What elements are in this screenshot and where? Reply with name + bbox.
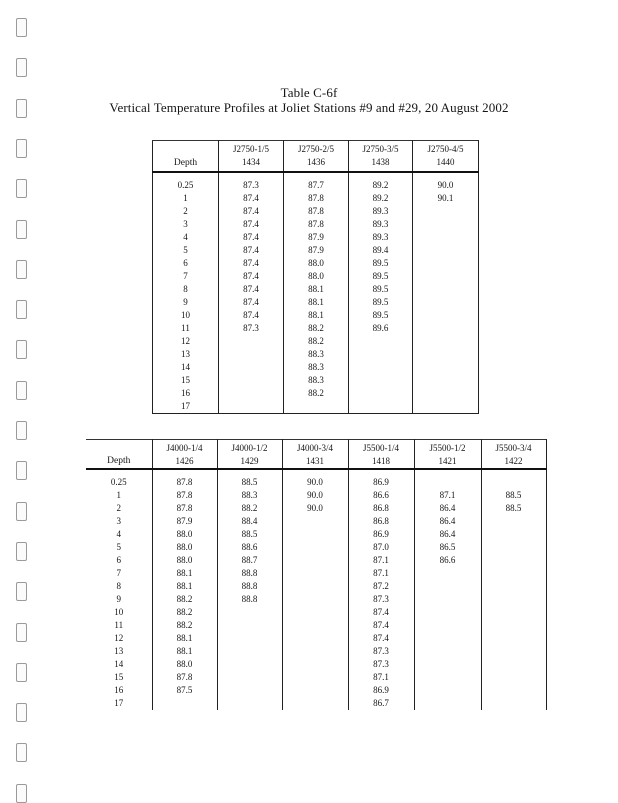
temperature-cell: 88.5 [217,476,282,489]
temperature-cell: 87.8 [152,502,217,515]
table-row [153,205,479,218]
spacer-row [153,172,479,179]
binder-hole [16,502,27,521]
temperature-cell: 88.1 [152,580,217,593]
depth-cell: 11 [86,619,152,632]
depth-header: Depth [86,440,152,470]
column-header: J5500-1/2 1421 [414,440,481,470]
depth-cell: 15 [86,671,152,684]
binder-hole [16,179,27,198]
temperature-cell: 90.0 [282,476,348,489]
depth-cell: 1 [153,192,219,205]
column-header: J2750-3/5 1438 [349,141,413,173]
temperature-cell [152,697,217,710]
column-header: J5500-1/4 1418 [348,440,414,470]
temperature-cell [217,684,282,697]
table-row [153,231,479,244]
temperature-cell: 88.1 [152,632,217,645]
binder-hole [16,421,27,440]
temperature-cell [413,244,479,257]
column-header: J4000-1/2 1429 [217,440,282,470]
depth-cell: 14 [86,658,152,671]
temperature-cell: 88.2 [284,387,349,400]
temperature-cell: 87.1 [348,671,414,684]
temperature-cell [481,645,546,658]
table-row [86,684,546,697]
temperature-cell: 88.5 [481,502,546,515]
table-row [86,476,546,489]
temperature-cell [481,619,546,632]
table-row [86,645,546,658]
temperature-cell: 89.3 [349,218,413,231]
temperature-cell: 88.3 [284,374,349,387]
temperature-cell [414,619,481,632]
depth-cell: 2 [153,205,219,218]
temperature-cell [282,593,348,606]
table-row [86,632,546,645]
binder-holes [16,0,30,800]
temperature-cell: 86.8 [348,502,414,515]
temperature-cell [413,296,479,309]
temperature-cell: 88.3 [284,348,349,361]
temperature-cell: 89.6 [349,322,413,335]
temperature-cell [413,335,479,348]
temperature-cell [481,658,546,671]
table-row [86,593,546,606]
depth-cell: 10 [86,606,152,619]
temperature-cell [282,541,348,554]
temperature-cell [219,400,284,414]
temperature-cell [413,322,479,335]
temperature-cell [282,684,348,697]
temperature-cell [481,515,546,528]
temperature-table-upper [152,140,479,414]
temperature-cell [217,632,282,645]
temperature-cell [414,697,481,710]
temperature-cell: 87.8 [284,218,349,231]
temperature-cell [217,606,282,619]
binder-hole [16,58,27,77]
temperature-cell: 87.4 [348,632,414,645]
depth-cell: 4 [86,528,152,541]
temperature-cell [217,658,282,671]
table-row [86,502,546,515]
binder-hole [16,139,27,158]
temperature-cell: 87.3 [219,179,284,192]
temperature-cell [217,619,282,632]
depth-cell: 13 [153,348,219,361]
temperature-cell: 88.0 [284,257,349,270]
temperature-cell: 86.9 [348,684,414,697]
temperature-cell: 88.1 [284,296,349,309]
temperature-cell: 89.2 [349,179,413,192]
temperature-cell: 88.7 [217,554,282,567]
temperature-cell [414,671,481,684]
temperature-cell: 87.1 [348,567,414,580]
depth-cell: 14 [153,361,219,374]
temperature-cell [349,387,413,400]
temperature-cell: 89.4 [349,244,413,257]
table-row [86,515,546,528]
temperature-cell: 89.3 [349,231,413,244]
temperature-cell [414,645,481,658]
spacer-row [86,469,546,476]
temperature-cell [284,400,349,414]
temperature-cell [413,348,479,361]
binder-hole [16,18,27,37]
table-row [153,257,479,270]
temperature-cell: 87.4 [348,606,414,619]
temperature-cell: 87.4 [219,192,284,205]
temperature-cell: 88.2 [284,322,349,335]
table-row [86,489,546,502]
temperature-cell: 86.4 [414,502,481,515]
binder-hole [16,300,27,319]
temperature-cell: 87.9 [284,244,349,257]
depth-cell: 3 [153,218,219,231]
temperature-cell [481,554,546,567]
temperature-cell: 86.6 [414,554,481,567]
temperature-cell: 88.8 [217,580,282,593]
table-row [153,348,479,361]
temperature-cell [413,361,479,374]
table-title: Table C-6f [280,85,338,100]
depth-cell: 15 [153,374,219,387]
table-row [86,619,546,632]
depth-cell: 0.25 [153,179,219,192]
table-row [153,192,479,205]
temperature-cell: 90.0 [437,180,454,190]
temperature-cell: 88.1 [284,309,349,322]
table-row [86,697,546,710]
depth-cell: 10 [153,309,219,322]
column-header: J5500-3/4 1422 [481,440,546,470]
temperature-cell [481,632,546,645]
depth-cell: 12 [153,335,219,348]
temperature-cell: 87.8 [284,205,349,218]
temperature-cell: 88.8 [217,593,282,606]
temperature-cell [282,671,348,684]
temperature-cell: 90.0 [282,489,348,502]
depth-cell: 7 [86,567,152,580]
depth-cell: 12 [86,632,152,645]
temperature-cell: 89.3 [349,205,413,218]
temperature-cell [349,374,413,387]
temperature-cell: 89.2 [349,192,413,205]
temperature-cell: 86.5 [414,541,481,554]
temperature-cell: 87.0 [348,541,414,554]
table-row [153,283,479,296]
temperature-cell [414,580,481,593]
temperature-cell: 87.4 [219,218,284,231]
temperature-cell [414,632,481,645]
temperature-cell: 87.4 [219,309,284,322]
temperature-cell: 89.5 [349,257,413,270]
temperature-cell: 88.1 [152,645,217,658]
temperature-cell [282,645,348,658]
column-header: J2750-2/5 1436 [284,141,349,173]
table-row [86,606,546,619]
table-row [86,541,546,554]
temperature-cell [481,528,546,541]
temperature-cell [481,697,546,710]
table-row [86,528,546,541]
binder-hole [16,623,27,642]
temperature-cell: 87.4 [348,619,414,632]
temperature-cell [349,335,413,348]
depth-cell: 7 [153,270,219,283]
depth-cell: 2 [86,502,152,515]
depth-cell: 3 [86,515,152,528]
temperature-cell [217,671,282,684]
temperature-cell: 87.4 [219,257,284,270]
temperature-cell: 88.2 [217,502,282,515]
temperature-cell: 87.3 [348,645,414,658]
temperature-cell: 87.8 [152,476,217,489]
temperature-cell [413,374,479,387]
depth-cell: 6 [86,554,152,567]
binder-hole [16,703,27,722]
depth-header: Depth [153,141,219,173]
temperature-cell: 89.5 [349,270,413,283]
table-row [153,218,479,231]
binder-hole [16,381,27,400]
temperature-cell [282,567,348,580]
table-row [86,554,546,567]
temperature-cell [282,697,348,710]
binder-hole [16,340,27,359]
temperature-cell: 87.8 [284,192,349,205]
depth-cell: 9 [153,296,219,309]
temperature-cell [481,671,546,684]
temperature-cell: 87.4 [219,231,284,244]
table-row [153,400,479,414]
temperature-cell: 87.4 [219,270,284,283]
temperature-cell: 87.4 [219,205,284,218]
temperature-cell: 87.4 [219,296,284,309]
temperature-cell: 87.1 [348,554,414,567]
temperature-cell: 88.1 [284,283,349,296]
temperature-cell: 87.4 [219,244,284,257]
binder-hole [16,260,27,279]
depth-cell: 16 [153,387,219,400]
temperature-cell: 88.2 [152,593,217,606]
table-row [86,671,546,684]
temperature-cell: 87.3 [348,658,414,671]
table-row [153,361,479,374]
column-header: J2750-1/5 1434 [219,141,284,173]
temperature-cell [282,515,348,528]
temperature-cell [414,593,481,606]
table-row [153,335,479,348]
table-subtitle: Vertical Temperature Profiles at Joliet Stations #9 and #29, 20 August 2002 [109,100,509,115]
column-header: J4000-1/4 1426 [152,440,217,470]
temperature-cell [282,619,348,632]
temperature-cell: 87.4 [219,283,284,296]
temperature-cell: 86.9 [348,476,414,489]
temperature-table-lower [86,439,547,710]
temperature-cell: 88.0 [152,541,217,554]
temperature-cell [481,684,546,697]
temperature-cell [219,348,284,361]
temperature-cell [414,476,481,489]
temperature-cell: 86.7 [348,697,414,710]
temperature-cell [413,205,479,218]
temperature-cell [219,374,284,387]
depth-cell: 6 [153,257,219,270]
table-row [153,270,479,283]
table-row [153,387,479,400]
temperature-cell: 86.9 [348,528,414,541]
temperature-cell: 87.8 [152,489,217,502]
temperature-cell [219,387,284,400]
temperature-cell [413,387,479,400]
temperature-cell: 87.9 [284,231,349,244]
temperature-cell [282,580,348,593]
temperature-cell: 88.3 [217,489,282,502]
binder-hole [16,663,27,682]
temperature-cell [413,231,479,244]
temperature-cell: 87.9 [152,515,217,528]
temperature-cell [481,580,546,593]
depth-cell: 9 [86,593,152,606]
temperature-cell [413,400,479,414]
temperature-cell: 87.8 [152,671,217,684]
temperature-cell: 86.4 [414,528,481,541]
table-row [153,374,479,387]
table-row [86,580,546,593]
depth-cell: 17 [86,697,152,710]
temperature-cell [217,645,282,658]
table-row [153,244,479,257]
temperature-cell: 88.4 [217,515,282,528]
temperature-cell [481,567,546,580]
temperature-cell: 87.3 [219,322,284,335]
temperature-cell [414,606,481,619]
temperature-cell: 87.7 [284,179,349,192]
depth-cell: 11 [153,322,219,335]
temperature-cell [413,309,479,322]
temperature-cell: 88.0 [152,528,217,541]
depth-cell: 8 [153,283,219,296]
temperature-cell: 86.6 [348,489,414,502]
depth-cell: 8 [86,580,152,593]
depth-cell: 13 [86,645,152,658]
temperature-cell: 88.1 [152,567,217,580]
binder-hole [16,582,27,601]
temperature-cell [413,257,479,270]
table-row [86,658,546,671]
temperature-cell: 87.1 [414,489,481,502]
temperature-cell [414,567,481,580]
temperature-cell: 89.5 [349,309,413,322]
binder-hole [16,743,27,762]
temperature-cell: 87.2 [348,580,414,593]
table-row [153,296,479,309]
table-row [153,309,479,322]
temperature-cell [282,528,348,541]
temperature-cell [219,335,284,348]
temperature-cell [349,400,413,414]
temperature-cell: 88.6 [217,541,282,554]
temperature-cell [282,632,348,645]
temperature-cell [413,283,479,296]
temperature-cell: 88.2 [284,335,349,348]
depth-cell: 1 [86,489,152,502]
temperature-cell [414,684,481,697]
depth-cell: 5 [86,541,152,554]
temperature-cell: 88.0 [152,658,217,671]
binder-hole [16,542,27,561]
temperature-cell: 87.5 [152,684,217,697]
temperature-cell: 88.5 [217,528,282,541]
temperature-cell [282,606,348,619]
temperature-cell: 88.0 [284,270,349,283]
depth-cell: 16 [86,684,152,697]
depth-cell: 17 [153,400,219,414]
depth-cell: 0.25 [86,476,152,489]
temperature-cell [481,541,546,554]
temperature-cell [481,593,546,606]
temperature-cell: 89.5 [349,283,413,296]
temperature-cell: 90.0 [282,502,348,515]
temperature-cell [414,658,481,671]
temperature-cell [481,476,546,489]
temperature-cell [282,554,348,567]
temperature-cell [217,697,282,710]
temperature-cell [413,270,479,283]
temperature-cell: 88.8 [217,567,282,580]
table-row [86,567,546,580]
temperature-cell: 88.3 [284,361,349,374]
binder-hole [16,461,27,480]
depth-cell: 4 [153,231,219,244]
temperature-cell [481,606,546,619]
table-row [153,322,479,335]
temperature-cell: 88.2 [152,606,217,619]
temperature-cell [349,361,413,374]
temperature-cell: 88.2 [152,619,217,632]
binder-hole [16,784,27,803]
table-row [153,179,479,192]
temperature-cell: 88.0 [152,554,217,567]
temperature-cell: 88.5 [481,489,546,502]
temperature-cell: 86.4 [414,515,481,528]
temperature-cell: 89.5 [349,296,413,309]
column-header: J2750-4/5 1440 [413,141,479,173]
binder-hole [16,220,27,239]
temperature-cell: 86.8 [348,515,414,528]
temperature-cell [219,361,284,374]
temperature-cell: 90.1 [437,193,454,203]
depth-cell: 5 [153,244,219,257]
temperature-cell: 87.3 [348,593,414,606]
temperature-cell [349,348,413,361]
column-header: J4000-3/4 1431 [282,440,348,470]
temperature-cell [282,658,348,671]
temperature-cell [413,218,479,231]
